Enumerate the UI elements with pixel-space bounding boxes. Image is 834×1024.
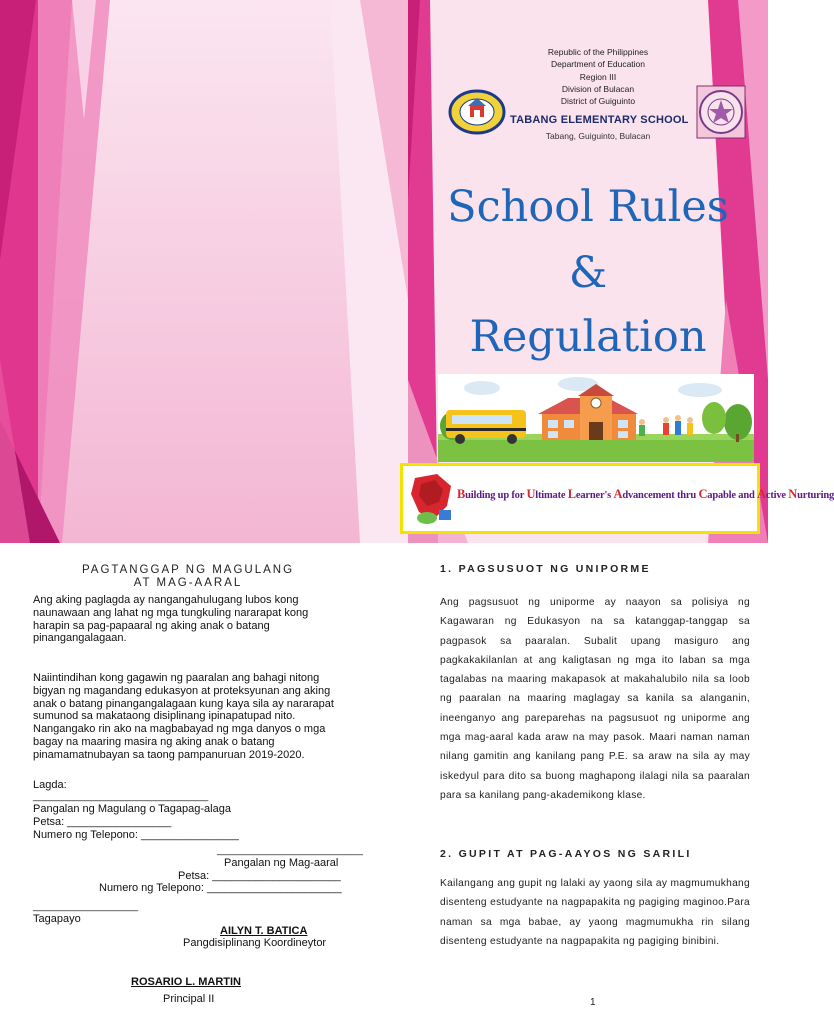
principal-role: Principal II <box>163 993 215 1005</box>
adviser-signature-line[interactable]: __________________ <box>33 900 139 912</box>
motto-banner <box>400 463 834 534</box>
motto-letter: L <box>567 487 576 501</box>
parent-date-field[interactable]: Petsa: _________________ <box>33 816 172 828</box>
parent-phone-field[interactable]: Numero ng Telepono: ________________ <box>33 829 239 841</box>
cover-title-ampersand: & <box>568 248 608 298</box>
parent-name-label: Pangalan ng Magulang o Tagapag-alaga <box>33 803 231 815</box>
school-address: Tabang, Guiguinto, Bulacan <box>545 131 651 141</box>
coordinator-name: AILYN T. BATICA <box>220 925 308 937</box>
letterhead-line: Region III <box>579 71 617 82</box>
coordinator-role: Pangdisiplinang Koordineytor <box>183 937 327 949</box>
cover-title-line-3: Regulation <box>469 312 707 362</box>
motto-letter: N <box>788 487 798 501</box>
page-number: 1 <box>590 997 596 1008</box>
letterhead-line: Republic of the Philippines <box>547 47 649 57</box>
principal-name: ROSARIO L. MARTIN <box>131 976 241 988</box>
letterhead-line: Department of Education <box>550 59 646 70</box>
letterhead-line: District of Guiguinto <box>560 96 636 107</box>
parent-signature-line[interactable]: ______________________________ <box>33 790 209 802</box>
school-seal-icon <box>448 89 506 135</box>
student-date-field[interactable]: Petsa: _____________________ <box>178 870 341 882</box>
motto-word: ctive <box>765 490 789 501</box>
motto-word: earner's <box>575 490 614 501</box>
motto-letter: B <box>457 487 466 501</box>
motto-word: ltimate <box>535 490 568 501</box>
letterhead-lines <box>518 46 678 107</box>
section-2-heading: 2. GUPIT AT PAG-AAYOS NG SARILI <box>440 848 692 860</box>
cover-title-line-1: School Rules <box>447 182 729 232</box>
letterhead-line: Division of Bulacan <box>561 83 635 94</box>
section-1-text: Ang pagsusuot ng uniporme ay naayon sa polisiya ng Kagawaran ng Edukasyon na sa katanggap-tanggap sa pagpasok sa paaralan. Subalit upang masiguro ang pagkakakilanlan at ang kaligtasan ng mga ito laban sa mga tagalabas na maaring makapasok at makahalubilo nila sa loob ng paaralan na maaring maglagay sa kanila sa alanganin, ineenganyo ang pareparehas na pagsusuot ng uniporme ang mga mag-aaral kada araw na may pasok. Maari naman naman nilang gamitin ang kanilang pang P.E. sa araw na sila ay may iskedyul para dito sa buong maghapong ilalagi nila sa paaralan para sa kanilang pang-akademikong klase. <box>440 597 750 801</box>
adviser-label: Tagapayo <box>33 913 81 925</box>
motto-word: dvancement thru <box>622 490 699 501</box>
left-cover-panel <box>0 0 408 543</box>
section-2-text: Kailangang ang gupit ng lalaki ay yaong sila ay magmumukhang disenteng estudyante na nagpapakita ng pagiging maginoo.Para naman sa mga babae, ay yaong magmumukha rin silang disenteng estudyante na nagpapakita ng pagiging binibini. <box>440 878 750 947</box>
form-paragraph-2: Naiintindihan kong gagawin ng paaralan ang bahagi nitong bigyan ng magandang edukasyon at proteksyunan ang aking anak o batang pinangangalagaan kung kaya sila ay nararapat sumunod sa makataong disiplinang ipinapatupad nito. Nangangako rin ako na magbabayad ng mga danyos o mga bagay na maaring masira ng aking anak o batang pinamamatnubayan sa taong pampanuruan 2019-2020. <box>33 672 334 761</box>
motto-word: urturing <box>797 490 834 501</box>
school-scene-illustration <box>438 374 754 462</box>
pink-geometric-background <box>0 0 408 543</box>
motto-letter: U <box>526 487 536 501</box>
signature-label: Lagda: <box>33 779 67 791</box>
motto-word: apable and <box>707 490 758 501</box>
school-map-graphic-icon <box>407 472 457 527</box>
deped-seal-icon <box>696 85 746 139</box>
form-paragraph-1: Ang aking paglagda ay nangangahulugang lubos kong naunawaan ang lahat ng mga tungkuling nararapat kong harapin sa pag-papaaral ng aking anak o batang pinangangalagaan. <box>33 594 309 645</box>
student-signature-line[interactable]: _________________________ <box>217 844 363 856</box>
student-name-label: Pangalan ng Mag-aaral <box>224 857 339 869</box>
motto-word: uilding up for <box>465 490 527 501</box>
form-title-line-2: AT MAG-AARAL <box>133 577 243 589</box>
student-phone-field[interactable]: Numero ng Telepono: ______________________ <box>99 882 342 894</box>
motto-letter: A <box>757 487 766 501</box>
school-name: TABANG ELEMENTARY SCHOOL <box>510 114 689 126</box>
motto-letter: A <box>613 487 623 501</box>
motto-letter: C <box>698 487 708 501</box>
form-title-line-1: PAGTANGGAP NG MAGULANG <box>81 564 295 576</box>
motto-text <box>457 487 834 502</box>
section-1-heading: 1. PAGSUSUOT NG UNIPORME <box>440 563 651 575</box>
